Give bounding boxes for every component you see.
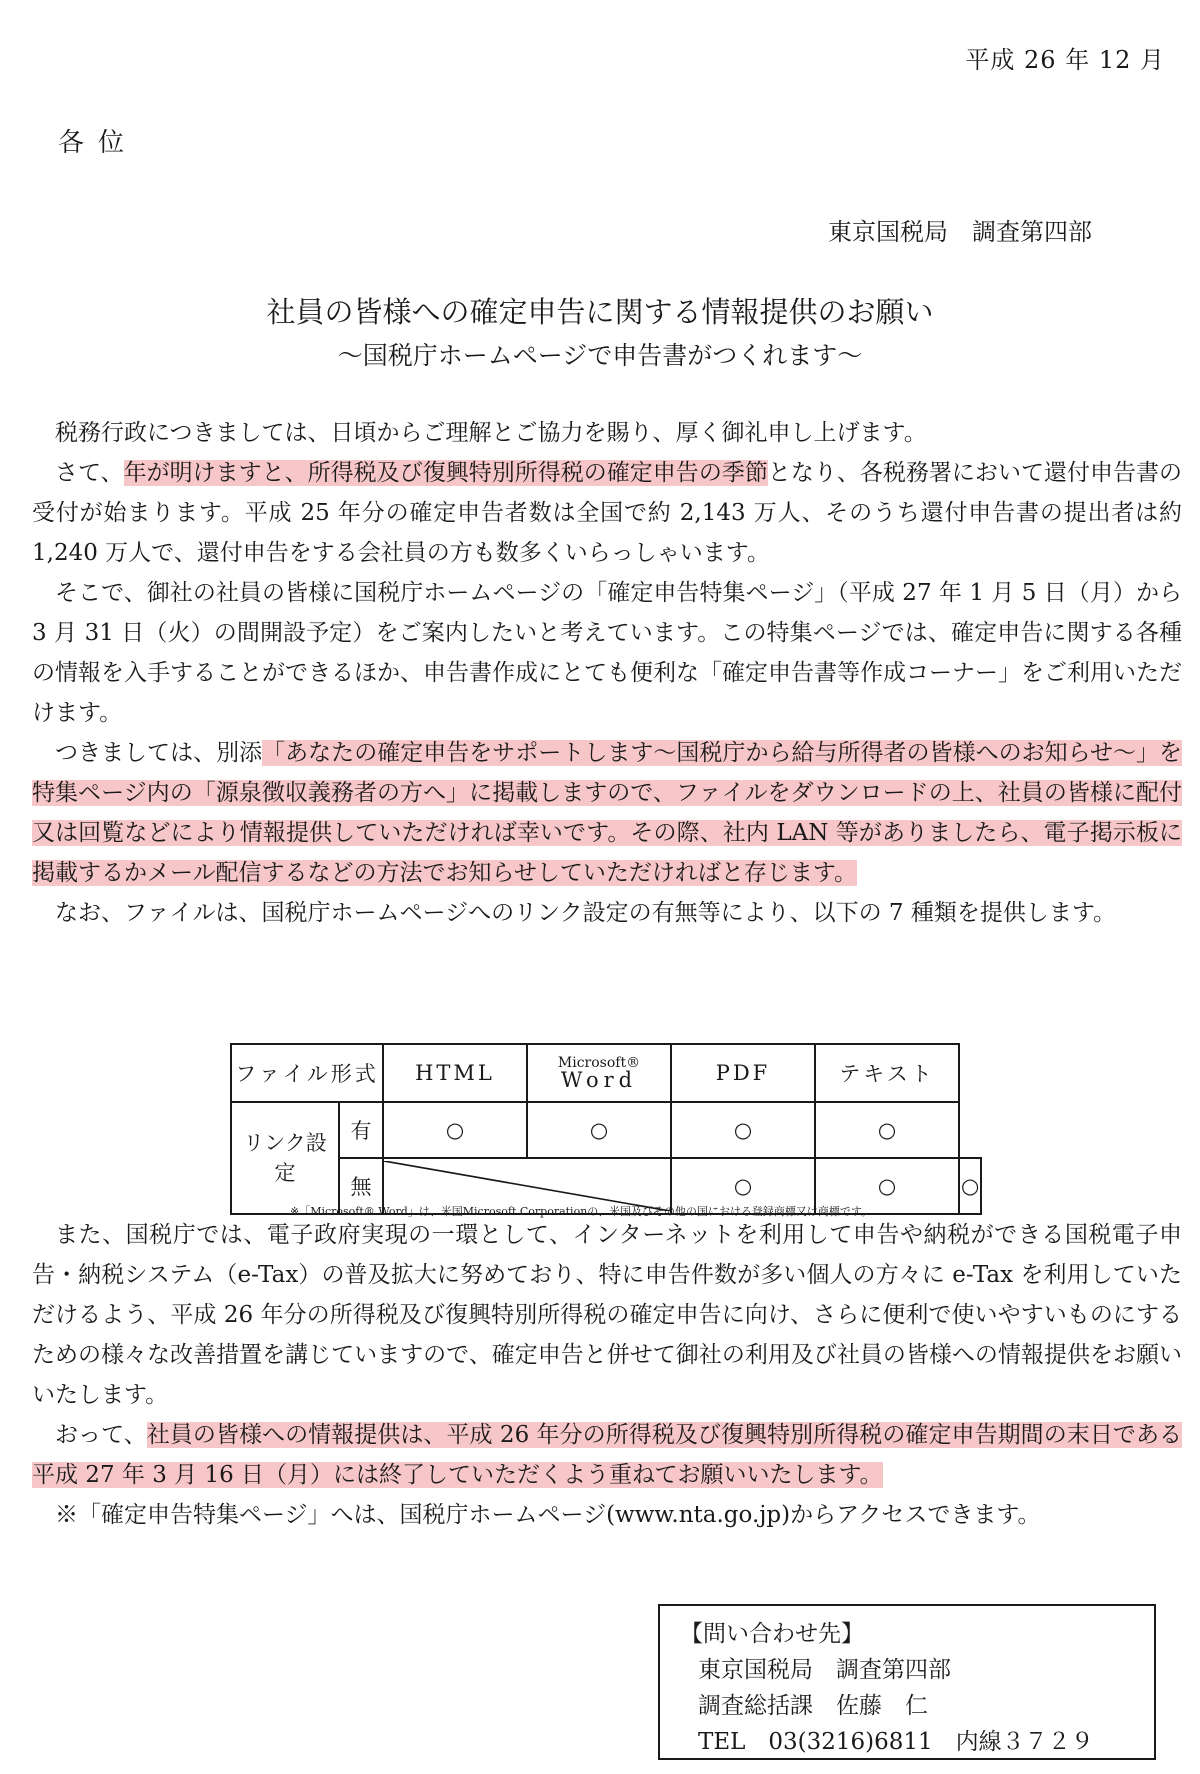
- highlight-request: 「あなたの確定申告をサポートします～国税庁から給与所得者の皆様へのお知らせ～」を特集ページ内の「源泉徴収義務者の方へ」に掲載しますので、ファイルをダウンロードの上、社員の皆様に配付又は回覧などにより情報提供していただければ幸いです。その際、社内 LAN 等がありましたら、電子掲示板に掲載するかメール配信するなどの方法でお知らせしていただければと存じます。: [32, 740, 1183, 886]
- contact-heading: 【問い合わせ先】: [680, 1621, 864, 1647]
- paragraph-etax: また、国税庁では、電子政府実現の一環として、インターネットを利用して申告や納税ができる国税電子申告・納税システム（e-Tax）の普及拡大に努めており、特に申告件数が多い個人の方々に e-Tax を利用していただけるよう、平成 26 年分の所得税及び復興特別所得税の確定申告に向け、さらに便利で使いやすいものにするための様々な改善措置を講じていますので、確定申告と併せて御社の利用及び社員の皆様への情報提供をお願いいたします。: [32, 1222, 1182, 1408]
- table-row-label: リンク設定: [231, 1102, 339, 1214]
- table-header-pdf: PDF: [671, 1044, 815, 1102]
- document-date: 平成 26 年 12 月: [965, 46, 1165, 74]
- cell-word-no: ○: [671, 1158, 815, 1214]
- cell-text-no: ○: [959, 1158, 981, 1214]
- table-row-no: 無: [339, 1158, 383, 1214]
- table-header-text: テキスト: [815, 1044, 959, 1102]
- highlight-deadline: 社員の皆様への情報提供は、平成 26 年分の所得税及び復興特別所得税の確定申告期間の末日である平成 27 年 3 月 16 日（月）には終了していただくよう重ねてお願いいたします。: [32, 1422, 1183, 1488]
- addressee: 各位: [58, 128, 139, 158]
- table-header-format: ファイル形式: [231, 1044, 383, 1102]
- paragraph-special-page: そこで、御社の社員の皆様に国税庁ホームページの「確定申告特集ページ」（平成 27 年 1 月 5 日（月）から 3 月 31 日（火）の間開設予定）をご案内したいと考えています。この特集ページでは、確定申告に関する各種の情報を入手することができるほか、申告書作成にとても便利な「確定申告書等作成コーナー」をご利用いただけます。: [32, 580, 1182, 726]
- document-title: 社員の皆様への確定申告に関する情報提供のお願い: [266, 295, 934, 329]
- paragraph-access-note: ※「確定申告特集ページ」へは、国税庁ホームページ(www.nta.go.jp)からアクセスできます。: [55, 1502, 1041, 1528]
- paragraph-season: [32, 453, 1182, 573]
- table-row-yes: 有: [339, 1102, 383, 1158]
- cell-pdf-yes: ○: [671, 1102, 815, 1158]
- cell-html-yes: ○: [383, 1102, 527, 1158]
- word-brand: Microsoft®: [557, 1055, 641, 1071]
- cell-text-yes: ○: [815, 1102, 959, 1158]
- body-section-2: [32, 1215, 1182, 1535]
- paragraph-request-lead: つきましては、別添: [55, 740, 263, 766]
- paragraph-season-lead: さて、: [55, 460, 124, 486]
- contact-phone: TEL 03(3216)6811 内線３７２９: [698, 1729, 1094, 1755]
- contact-dept: 東京国税局 調査第四部: [698, 1657, 951, 1683]
- paragraph-deadline-lead: おって、: [55, 1422, 147, 1448]
- word-label: Word: [560, 1068, 638, 1092]
- body-section-1: [32, 413, 1182, 933]
- file-format-table: [230, 1043, 982, 1215]
- sender: 東京国税局 調査第四部: [828, 218, 1092, 246]
- paragraph-deadline: [32, 1415, 1182, 1495]
- contact-box: [658, 1604, 1156, 1760]
- paragraph-season-rest: となり、各税務署において還付申告書の受付が始まります。平成 25 年分の確定申告者数は全国で約 2,143 万人、そのうち還付申告書の提出者は約 1,240 万人で、還付申告をする会社員の方も数多くいらっしゃいます。: [32, 460, 1183, 566]
- paragraph-request: [32, 733, 1182, 893]
- paragraph-greeting: 税務行政につきましては、日頃からご理解とご協力を賜り、厚く御礼申し上げます。: [55, 420, 927, 446]
- contact-person: 調査総括課 佐藤 仁: [698, 1693, 928, 1719]
- cell-word-yes: ○: [527, 1102, 671, 1158]
- highlight-season: 年が明けますと、所得税及び復興特別所得税の確定申告の季節: [123, 460, 768, 486]
- table-header-html: HTML: [383, 1044, 527, 1102]
- document-subtitle: ～国税庁ホームページで申告書がつくれます～: [337, 341, 863, 370]
- cell-pdf-no: ○: [815, 1158, 959, 1214]
- paragraph-file-types: なお、ファイルは、国税庁ホームページへのリンク設定の有無等により、以下の 7 種類を提供します。: [55, 900, 1117, 926]
- table-header-word: [527, 1044, 671, 1102]
- trademark-footnote: ※「Microsoft® Word」は、米国Microsoft Corporationの、米国及びその他の国における登録商標又は商標です。: [290, 1205, 872, 1218]
